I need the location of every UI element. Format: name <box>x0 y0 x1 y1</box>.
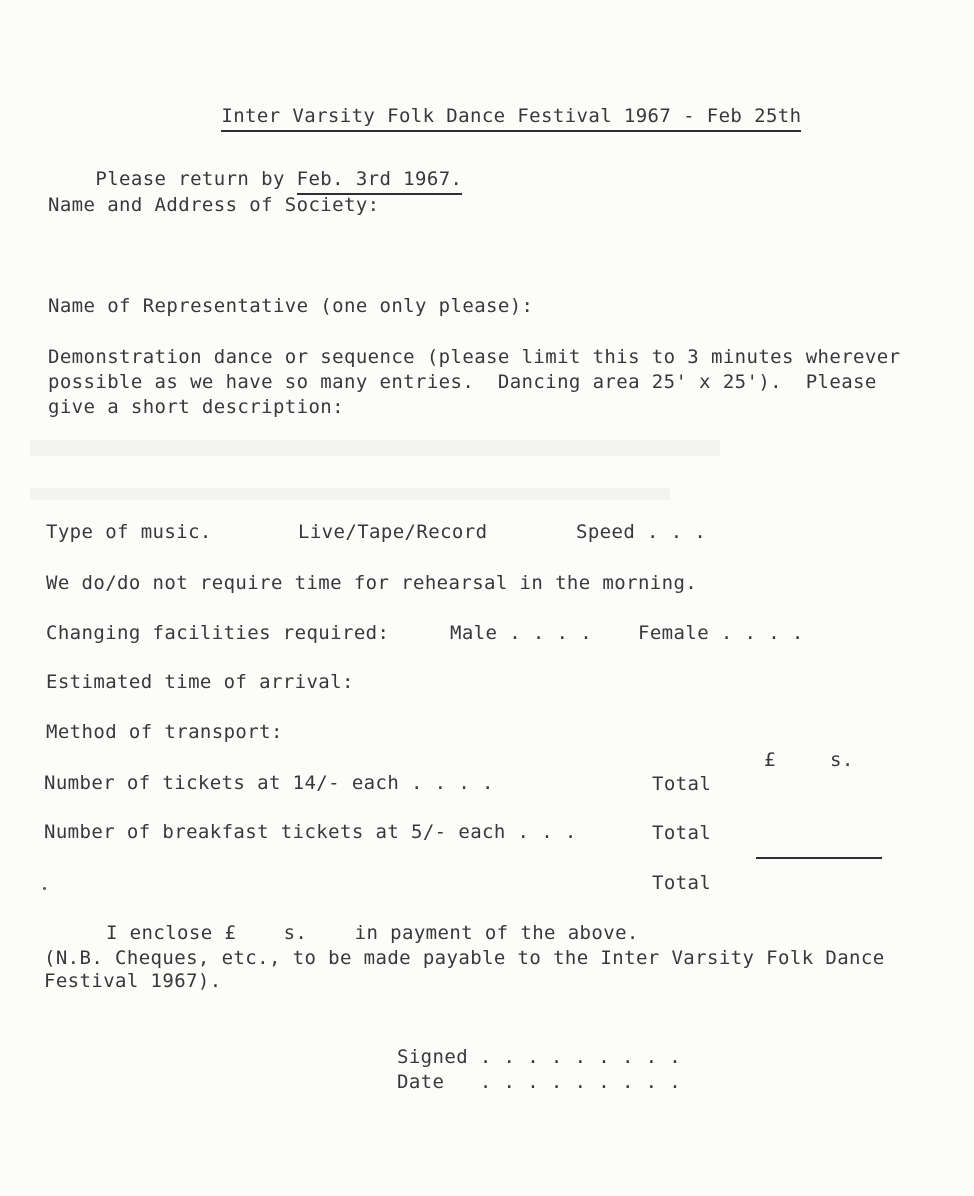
music-options: Live/Tape/Record <box>298 521 488 543</box>
currency-shillings: s. <box>830 749 854 771</box>
demonstration-line-2: possible as we have so many entries. Dancing area 25' x 25'). Please <box>48 371 877 393</box>
grand-total: Total <box>652 872 712 894</box>
representative-label: Name of Representative (one only please): <box>48 295 534 317</box>
signed-line: Signed . . . . . . . . . <box>397 1046 682 1068</box>
form-title-text: Inter Varsity Folk Dance Festival 1967 - Feb 25th <box>221 104 801 132</box>
music-speed: Speed . . . <box>576 521 707 543</box>
society-label: Name and Address of Society: <box>48 194 380 216</box>
stray-mark <box>43 887 46 890</box>
enclose-line-1: I enclose £ s. in payment of the above. <box>106 922 639 944</box>
tickets-label: Number of tickets at 14/- each . . . . <box>44 772 494 794</box>
enclose-line-2: (N.B. Cheques, etc., to be made payable to the Inter Varsity Folk Dance <box>44 947 885 969</box>
return-by-label: Please return by <box>95 168 297 190</box>
sum-rule <box>756 857 882 859</box>
demonstration-line-1: Demonstration dance or sequence (please limit this to 3 minutes wherever <box>48 346 901 368</box>
enclose-line-3: Festival 1967). <box>44 970 222 992</box>
changing-female: Female . . . . <box>638 622 804 644</box>
changing-label: Changing facilities required: <box>46 622 390 644</box>
breakfast-total: Total <box>652 822 712 844</box>
music-label: Type of music. <box>46 521 212 543</box>
currency-pounds: £ <box>764 749 776 771</box>
tickets-total: Total <box>652 773 712 795</box>
paper-smudge <box>30 488 670 500</box>
date-line: Date . . . . . . . . . <box>397 1071 682 1093</box>
arrival-label: Estimated time of arrival: <box>46 671 354 693</box>
demonstration-line-3: give a short description: <box>48 396 344 418</box>
rehearsal-line: We do/do not require time for rehearsal in the morning. <box>46 572 698 594</box>
return-by-date: Feb. 3rd 1967. <box>297 167 463 195</box>
transport-label: Method of transport: <box>46 721 283 743</box>
paper-smudge <box>30 440 720 456</box>
changing-male: Male . . . . <box>450 622 593 644</box>
breakfast-label: Number of breakfast tickets at 5/- each . . . <box>44 821 577 843</box>
